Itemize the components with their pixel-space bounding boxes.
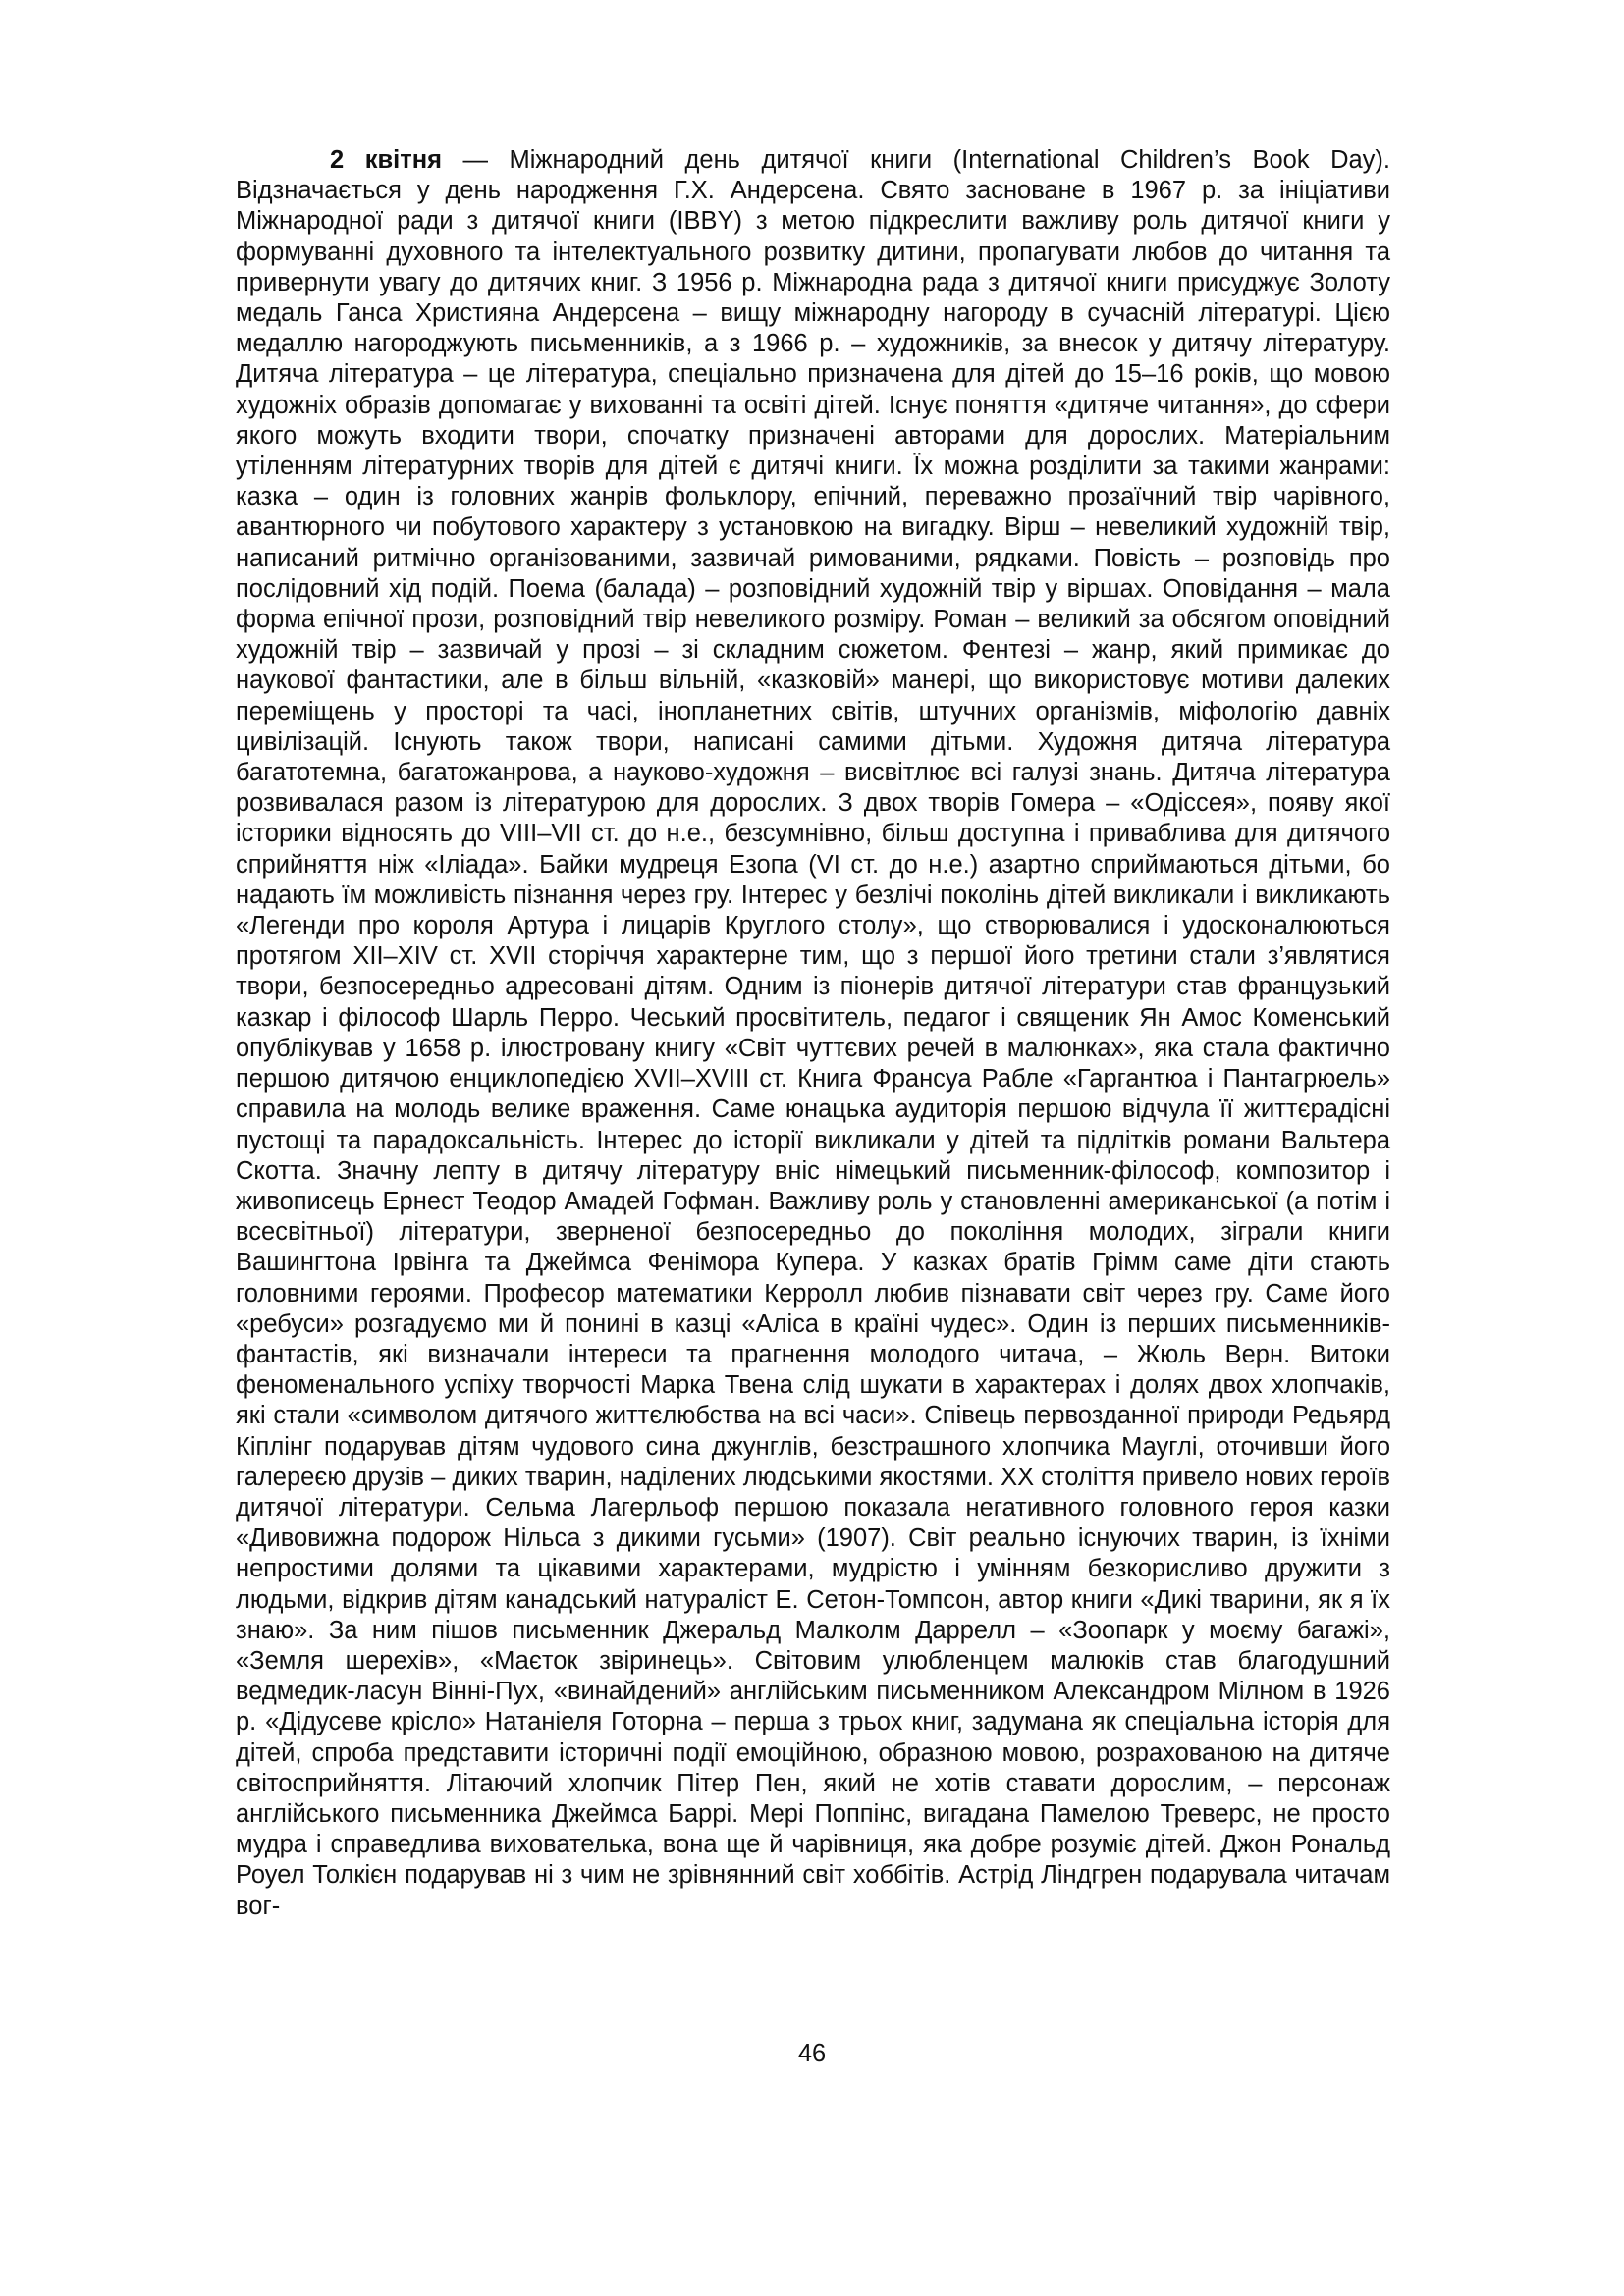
- date-lead: 2 квітня: [330, 146, 442, 174]
- paragraph-text: — Міжнародний день дитячої книги (International Children’s Book Day). Відзначається у день народження Г.Х. Андерсена. Свято засноване в 1967 р. за ініціативи Міжнародної ради з дитячої книги (IBBY) з метою підкреслити важливу роль дитячої книги у формуванні духовного та інтелектуального розвитку дитини, пропагувати любов до читання та привернути увагу до дитячих книг. З 1956 р. Міжнародна рада з дитячої книги присуджує Золоту медаль Ганса Християна Андерсена – вищу міжнародну нагороду в сучасній літературі. Цією медаллю нагороджують письменників, а з 1966 р. – художників, за внесок у дитячу літературу. Дитяча література – це література, спеціально призначена для дітей до 15–16 років, що мовою художніх образів допомагає у вихованні та освіті дітей. Існує поняття «дитяче читання», до сфери якого можуть входити твори, спочатку призначені авторами для дорослих. Матеріальним утіленням літературних творів для дітей є дитячі книги. Їх можна розділити за такими жанрами: казка – один із головних жанрів фольклору, епічний, переважно прозаїчний твір чарівного, авантюрного чи побутового характеру з установкою на вигадку. Вірш – невеликий художній твір, написаний ритмічно організованими, зазвичай римованими, рядками. Повість – розповідь про послідовний хід подій. Поема (балада) – розповідний художній твір у віршах. Оповідання – мала форма епічної прози, розповідний твір невеликого розміру. Роман – великий за обсягом оповідний художній твір – зазвичай у прозі – зі складним сюжетом. Фентезі – жанр, який примикає до наукової фантастики, але в більш вільній, «казковій» манері, що використовує мотиви далеких переміщень у просторі та часі, інопланетних світів, штучних організмів, міфологію давніх цивілізацій. Існують також твори, написані самими дітьми. Художня дитяча література багатотемна, багатожанрова, а науково-художня – висвітлює всі галузі знань. Дитяча література розвивалася разом із літературою для дорослих. З двох творів Гомера – «Одіссея», появу якої історики відносять до VIII–VII ст. до н.е., безсумнівно, більш доступна і приваблива для дитячого сприйняття ніж «Іліада». Байки мудреця Езопа (VI ст. до н.е.) азартно сприймаються дітьми, бо надають їм можливість пізнання через гру. Інтерес у безлічі поколінь дітей викликали і викликають «Легенди про короля Артура і лицарів Круглого столу», що створювалися і удосконалюються протягом XII–XIV ст. XVII сторіччя характерне тим, що з першої його третини стали з’являтися твори, безпосередньо адресовані дітям. Одним із піонерів дитячої літератури став французький казкар і філософ Шарль Перро. Чеський просвітитель, педагог і священик Ян Амос Коменський опублікував у 1658 р. ілюстровану книгу «Світ чуттєвих речей в малюнках», яка стала фактично першою дитячою енциклопедією XVII–XVIII ст. Книга Франсуа Рабле «Гаргантюа і Пантагрюель» справила на молодь велике враження. Саме юнацька аудиторія першою відчула її життєрадісні пустощі та парадоксальність. Інтерес до історії викликали у дітей та підлітків романи Вальтера Скотта. Значну лепту в дитячу літературу вніс німецький письменник-філософ, композитор і живописець Ернест Теодор Амадей Гофман. Важливу роль у становленні американської (а потім і всесвітньої) літератури, зверненої безпосередньо до покоління молодих, зіграли книги Вашингтона Ірвінга та Джеймса Фенімора Купера. У казках братів Грімм саме діти стають головними героями. Професор математики Керролл любив пізнавати світ через гру. Саме його «ребуси» розгадуємо ми й понині в казці «Аліса в країні чудес». Один із перших письменників-фантастів, які визначали інтереси та прагнення молодого читача, – Жюль Верн. Витоки феноменального успіху творчості Марка Твена слід шукати в характерах і долях двох хлопчаків, які стали «символом дитячого життєлюбства на всі часи». Співець первозданної природи Редьярд Кіплінг подарував дітям чудового сина джунглів, безстрашного хлопчика Мауглі, оточивши його галереєю друзів – диких тварин, наділених людськими якостями. XX століття привело нових героїв дитячої літератури. Сельма Лагерльоф першою показала негативного головного героя казки «Дивовижна подорож Нільса з дикими гусьми» (1907). Світ реально існуючих тварин, із їхніми непростими долями та цікавими характерами, мудрістю і умінням безкорисливо дружити з людьми, відкрив дітям канадський натураліст Е. Сетон-Томпсон, автор книги «Дикі тварини, як я їх знаю». За ним пішов письменник Джеральд Малколм Даррелл – «Зоопарк у моєму багажі», «Земля шерехів», «Маєток звіринець». Світовим улюбленцем малюків став благодушний ведмедик-ласун Вінні-Пух, «винайдений» англійським письменником Александром Мілном в 1926 р. «Дідусеве крісло» Натаніеля Готорна – перша з трьох книг, задумана як спеціальна історія для дітей, спроба представити історичні події емоційною, образною мовою, розрахованою на дитяче світосприйняття. Літаючий хлопчик Пітер Пен, який не хотів ставати дорослим, – персонаж англійського письменника Джеймса Баррі. Мері Поппінс, вигадана Памелою Треверс, не просто мудра і справедлива вихователька, вона ще й чарівниця, яка добре розуміє дітей. Джон Рональд Роуел Толкієн подарував ні з чим не зрівнянний світ хоббітів. Астрід Ліндгрен подарувала читачам вог-: [236, 146, 1391, 1920]
- document-page: [236, 145, 1390, 1922]
- body-paragraph: [236, 145, 1390, 1922]
- page-number: 46: [797, 2040, 827, 2067]
